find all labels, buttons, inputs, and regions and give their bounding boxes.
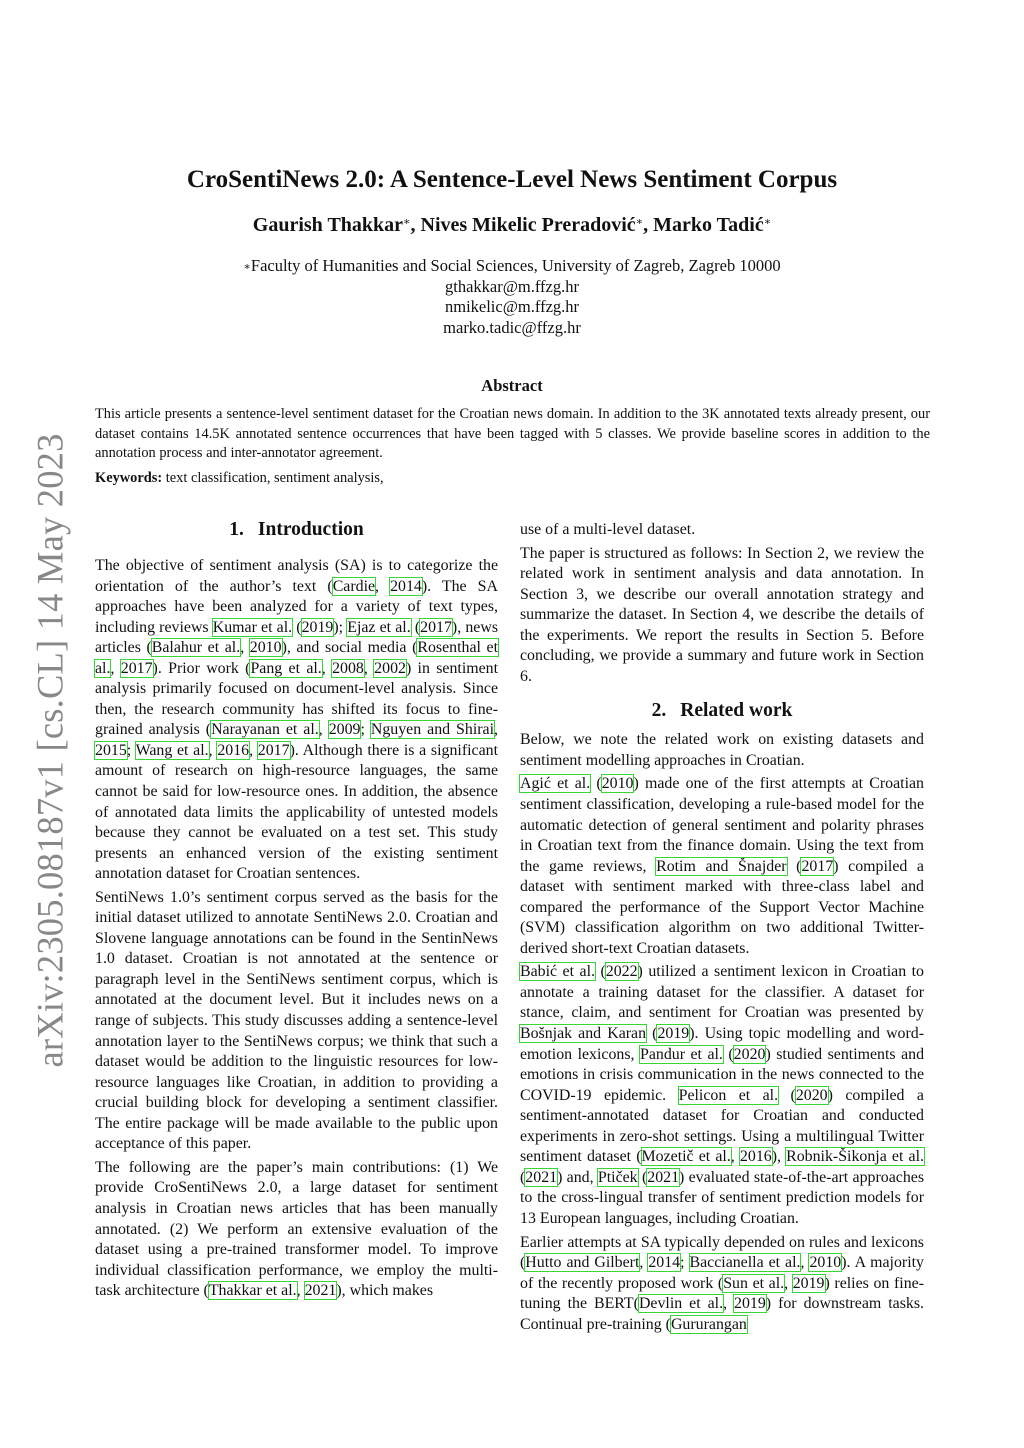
email: nmikelic@m.ffzg.hr (444, 297, 580, 316)
citation-link[interactable]: Devlin et al. (638, 1295, 724, 1313)
text: ). A majority of the recently proposed work ( (520, 1254, 924, 1292)
section-title: Introduction (257, 519, 364, 540)
citation-link[interactable]: Nguyen and Shirai (370, 721, 495, 739)
citation-link[interactable]: 2017 (257, 741, 290, 759)
citation-link[interactable]: 2019 (792, 1274, 825, 1292)
citation-link[interactable]: Babić et al. (520, 963, 595, 981)
text: , (730, 1148, 740, 1166)
text: ) in sentiment analysis primarily focused on document-level analysis. Since then, the research community has shifted its focus to fine-grained analysis ( (95, 659, 499, 739)
text: , (321, 659, 333, 677)
citation-link[interactable]: 2016 (739, 1148, 772, 1166)
citation-link[interactable]: Narayanan et al. (211, 721, 319, 739)
citation-link[interactable]: 2021 (304, 1282, 337, 1300)
citation-link[interactable]: Gururangan (670, 1315, 747, 1333)
citation-link[interactable]: Balahur et al. (151, 639, 241, 657)
text: , (249, 741, 258, 759)
author-name: Gaurish Thakkar (252, 214, 404, 236)
text: ) and, (557, 1168, 598, 1186)
text: ) studied sentiments and emotions in crisis communication in the news connected to the COVID-19 epidemic. (520, 1045, 925, 1104)
related-paragraph-2 (520, 774, 924, 959)
text: , (494, 721, 499, 739)
related-paragraph-3 (520, 962, 924, 1229)
email: marko.tadic@ffzg.hr (443, 317, 581, 337)
paper-structure-paragraph: The paper is structured as follows: In Section 2, we review the related work in sentiment analysis and data annotation. In Section 3, we describe our overall annotation strategy and summarize the dataset. In Section 4, we describe the details of the experiments. We report the results in Section 5. Before concluding, we provide a summary and future work in Section 6. (520, 544, 924, 685)
citation-link[interactable]: 2019 (657, 1025, 690, 1043)
citation-link[interactable]: 2015 (95, 741, 127, 759)
section-number: 1. (229, 519, 244, 540)
affiliation (0, 256, 1024, 277)
text: ( (786, 857, 802, 875)
text: ); (333, 618, 348, 636)
related-paragraph-1: Below, we note the related work on existing datasets and sentiment modelling approaches in Croatian. (520, 731, 924, 769)
citation-link[interactable]: Wang et al. (135, 741, 209, 759)
text: ( (637, 1168, 648, 1186)
citation-link[interactable]: Robnik-Šikonja et al. (786, 1148, 924, 1166)
text: , (800, 1254, 810, 1272)
citation-link[interactable]: Rotim and Šnajder (656, 857, 787, 875)
citation-link[interactable]: 2009 (328, 721, 361, 739)
text: ( (594, 963, 606, 981)
text: ) relies on fine-tuning the BERT( (520, 1274, 924, 1313)
citation-link[interactable]: 2021 (647, 1168, 680, 1186)
text: , (208, 741, 218, 759)
citation-link[interactable]: Cardie (332, 577, 376, 595)
text: , (296, 1282, 305, 1300)
author-name: Nives Mikelic Preradović (420, 214, 636, 236)
section-number: 2. (651, 700, 667, 722)
citation-link[interactable]: 2010 (249, 639, 282, 657)
citation-link[interactable]: 2017 (120, 659, 153, 677)
abstract-heading: Abstract (481, 376, 543, 395)
citation-link[interactable]: Ptiček (597, 1168, 638, 1186)
text: , (240, 639, 250, 657)
text: ). Although there is a significant amount of research on high-resource languages, the same cannot be said for low-resource ones. In addition, the absence of annotated data limits the applicability of untested models because they cannot be evaluated on a test set. This study presents an enhanced version of the existing sentiment annotation dataset for Croatian sentences. (95, 741, 498, 883)
text: ) evaluated state-of-the-art approaches to the cross-lingual transfer of sentiment prediction models for 13 European languages, including Croatian. (520, 1168, 925, 1227)
author-list: Gaurish Thakkar∗, Nives Mikelic Preradović∗, Marko Tadić∗ (252, 214, 772, 236)
citation-link[interactable]: Thakkar et al. (208, 1282, 297, 1300)
text: Earlier attempts at SA typically depended on rules and lexicons ( (520, 1233, 924, 1272)
citation-link[interactable]: 2020 (795, 1086, 828, 1104)
citation-link[interactable]: Rosenthal et al. (95, 639, 498, 677)
text: ). Using topic modelling and word-emotion lexicons, (520, 1025, 925, 1063)
citation-link[interactable]: 2008 (332, 659, 364, 677)
text: ( (646, 1025, 658, 1043)
citation-link[interactable]: Kumar et al. (212, 618, 293, 636)
text: The following are the paper’s main contributions: (1) We provide CroSentiNews 2.0, a large dataset for sentiment analysis in Croatian news articles that has been manually annotated. (2) We perform an extensive evaluation of the dataset using a pre-trained transformer model. To improve individual classification performance, we employ the multi-task architecture ( (95, 1158, 498, 1300)
citation-link[interactable]: 2017 (420, 618, 452, 636)
text: ). The SA approaches have been analyzed for a variety of text types, including reviews (95, 577, 498, 636)
citation-link[interactable]: Baccianella et al. (689, 1254, 801, 1272)
keywords-text: text classification, sentiment analysis, (165, 470, 384, 486)
citation-link[interactable]: Pelicon et al. (678, 1086, 779, 1104)
intro-paragraph-2: SentiNews 1.0’s sentiment corpus served as the basis for the initial dataset utilized to annotate SentiNews 2.0. Croatian and Slovene language annotations can be found in the SentinNews 1.0 dataset. Croatian is not annotated at the sentence or paragraph level in the SentiNews sentiment corpus, which is annotated at the document level. But it includes news on a range of subjects. This study discusses adding a sentence-level annotation layer to the SentiNews corpus; we think that such a dataset would be addition to the linguistic resources for low-resource languages like Croatian, in addition to providing a crucial building block for developing a sentiment classifier. The entire package will be made available to the public upon acceptance of this paper. (95, 888, 498, 1153)
text: ) compiled a sentiment-annotated dataset for Croatian and conducted experiments in zero-shot settings. Using a multilingual Twitter sentiment dataset ( (520, 1086, 924, 1166)
citation-link[interactable]: Sun et al. (723, 1274, 785, 1292)
abstract-text: This article presents a sentence-level sentiment dataset for the Croatian news domain. In addition to the 3K annotated texts already present, our dataset contains 14.5K annotated sentence occurrences that have been tagged with 5 classes. We provide baseline scores in addition to the annotation process and inter-annotator agreement. (95, 406, 930, 462)
citation-link[interactable]: 2019 (301, 618, 334, 636)
citation-link[interactable]: Ejaz et al. (347, 618, 411, 636)
citation-link[interactable]: 2017 (801, 857, 834, 875)
text: ), which makes (336, 1282, 433, 1300)
left-column (95, 518, 498, 1305)
paper-title: CroSentiNews 2.0: A Sentence-Level News Sentiment Corpus (186, 166, 838, 193)
text: ) utilized a sentiment lexicon in Croatian to annotate a training dataset for the classifier. A dataset for stance, claim, and sentiment for Croatian was presented by (520, 963, 925, 1022)
citation-link[interactable]: Pandur et al. (639, 1045, 723, 1063)
text: ) made one of the first attempts at Croatian sentiment classification, developing a rule-based model for the automatic detection of general sentiment and polarity phrases in Croatian text from the finance domain. Using the text from the game reviews, (520, 775, 925, 875)
text: , (784, 1274, 793, 1292)
keywords-label: Keywords: (95, 470, 163, 486)
affiliation-text: Faculty of Humanities and Social Sciences, University of Zagreb, Zagreb 10000 (250, 256, 781, 275)
text: , (110, 659, 121, 677)
keywords (95, 469, 930, 488)
citation-link[interactable]: 2014 (390, 577, 422, 595)
affiliation-mark: ∗ (243, 261, 251, 273)
intro-paragraph-1 (95, 556, 498, 885)
citation-link[interactable]: Bošnjak and Karan (520, 1025, 647, 1043)
text: ( (520, 1168, 526, 1186)
citation-link[interactable]: 2002 (374, 659, 406, 677)
citation-link[interactable]: 2010 (809, 1254, 842, 1272)
text: ; (126, 741, 136, 759)
text: ). Prior work ( (152, 659, 251, 677)
author-mark: ∗ (763, 216, 772, 228)
citation-link[interactable]: Pang et al. (250, 659, 322, 677)
section-title: Related work (680, 700, 793, 722)
text: ) compiled a dataset with sentiment marked with three-class label and compared the performance of the Support Vector Machine (SVM) classification algorithm on two additional Twitter-derived short-text Croatian datasets. (520, 857, 924, 957)
citation-link[interactable]: 2010 (601, 775, 634, 793)
text: ), (771, 1148, 787, 1166)
arxiv-stamp: arXiv:2305.08187v1 [cs.CL] 14 May 2023 (29, 432, 71, 1068)
text: ; (360, 721, 371, 739)
text: ( (722, 1045, 734, 1063)
section-heading-introduction (95, 518, 498, 542)
text: , (318, 721, 329, 739)
text: The objective of sentiment analysis (SA) is to categorize the orientation of the author’s text ( (95, 557, 498, 595)
citation-link[interactable]: 2019 (734, 1295, 766, 1313)
citation-link[interactable]: 2020 (733, 1045, 766, 1063)
text: , (363, 659, 375, 677)
text: , (639, 1254, 649, 1272)
author-name: Marko Tadić (653, 214, 764, 236)
text: ; (680, 1254, 690, 1272)
text: , (375, 577, 391, 595)
text: ( (590, 775, 602, 793)
citation-link[interactable]: Agić et al. (520, 775, 591, 793)
author-mark: ∗ (403, 216, 411, 228)
text: ), and social media ( (281, 639, 418, 657)
affiliation-block (0, 256, 1024, 338)
text: ( (410, 618, 421, 636)
text: ), news articles ( (95, 618, 499, 657)
text: ( (778, 1086, 796, 1104)
arxiv-stamp-wrapper (20, 432, 80, 1068)
right-column (520, 520, 924, 1338)
citation-link[interactable]: Mozetič et al. (641, 1148, 731, 1166)
text: ( (292, 618, 302, 636)
email: gthakkar@m.ffzg.hr (444, 276, 579, 296)
text: , (723, 1295, 735, 1313)
citation-link[interactable]: 2016 (217, 741, 250, 759)
citation-link[interactable]: 2022 (605, 963, 638, 981)
related-paragraph-4 (520, 1233, 924, 1336)
author-mark: ∗ (635, 216, 644, 228)
citation-link[interactable]: Hutto and Gilbert (525, 1254, 640, 1272)
citation-link[interactable]: 2014 (648, 1254, 681, 1272)
text: ) for downstream tasks. Continual pre-training ( (520, 1295, 924, 1333)
section-heading-related-work (520, 699, 924, 723)
intro-paragraph-3 (95, 1158, 498, 1302)
citation-link[interactable]: 2021 (525, 1168, 558, 1186)
intro-continuation: use of a multi-level dataset. (520, 521, 696, 538)
